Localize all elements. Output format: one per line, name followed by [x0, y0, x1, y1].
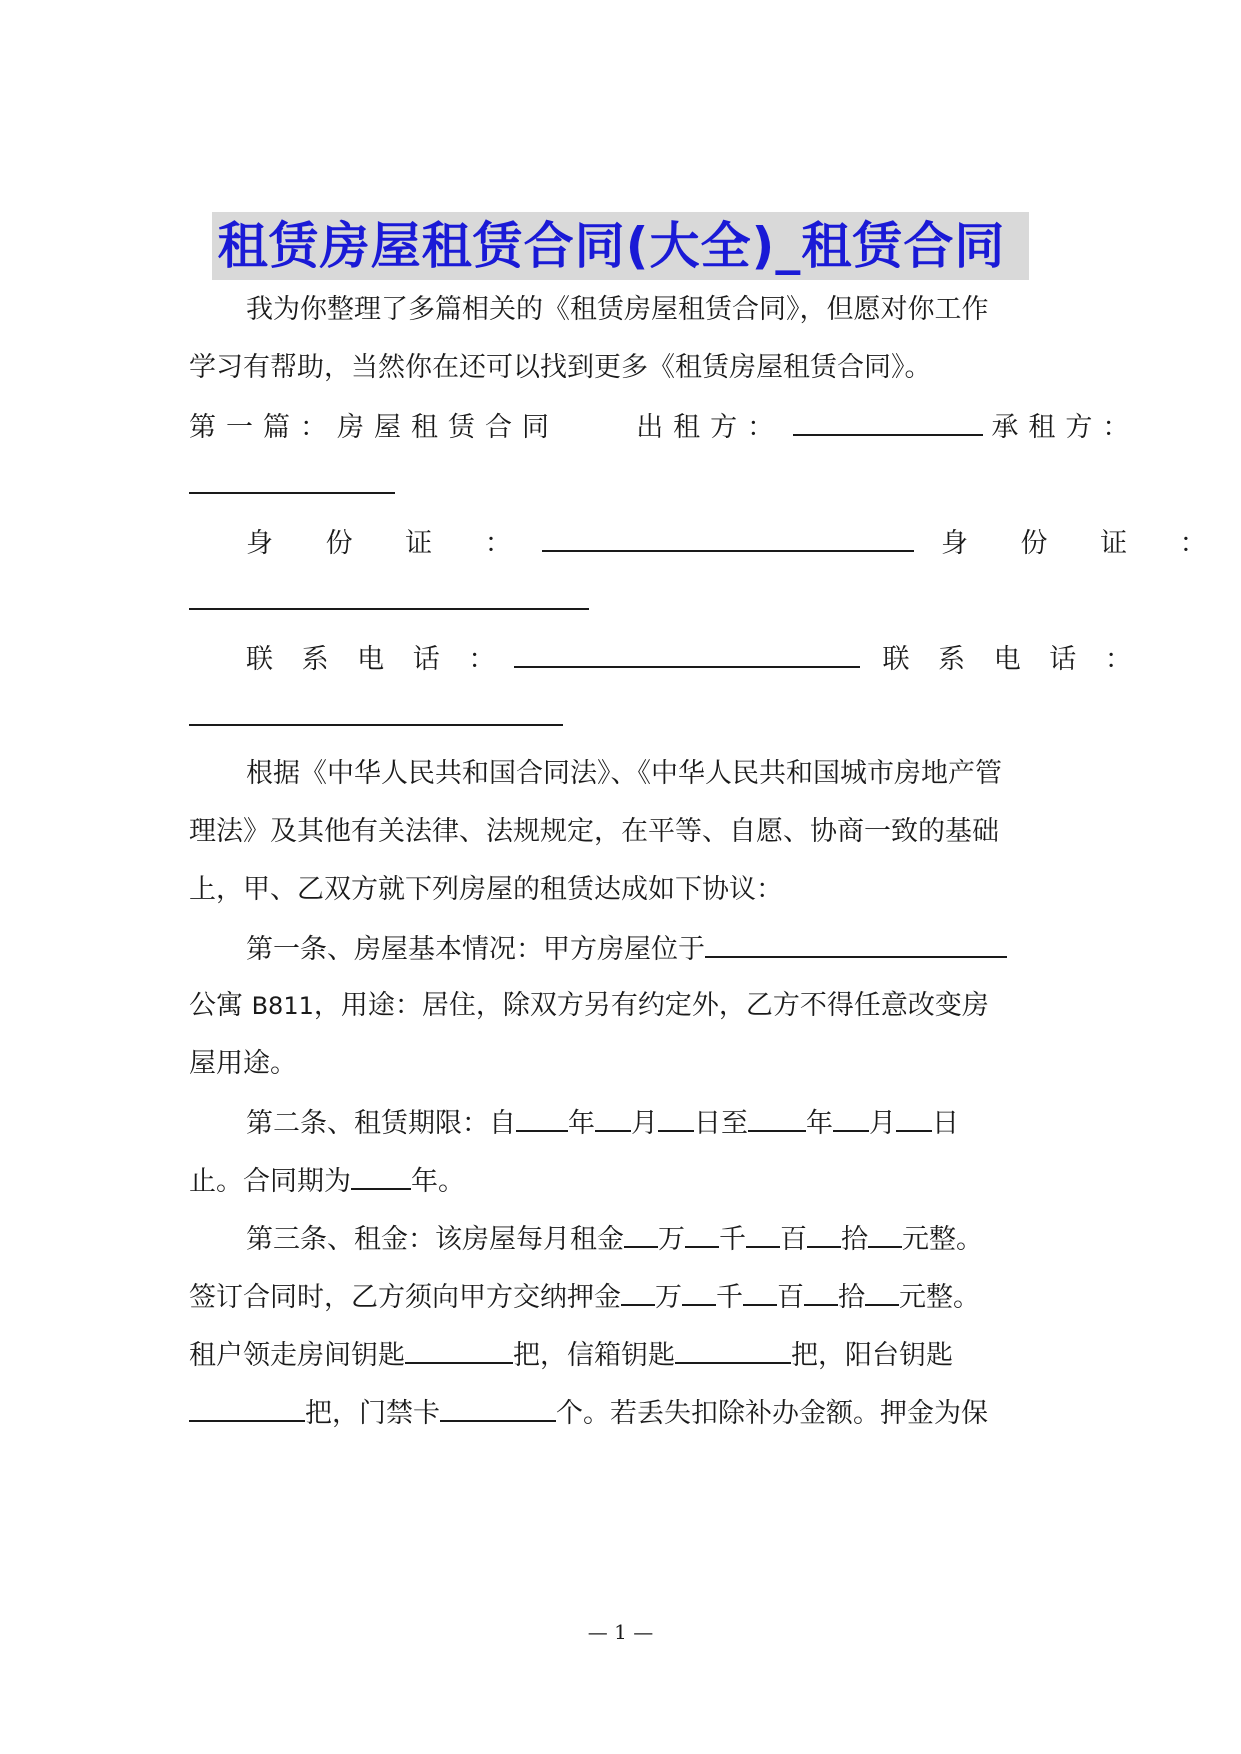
term-text: 止。合同期为 — [189, 1166, 351, 1197]
chapter-heading: 第一篇：房屋租赁合同 — [189, 412, 559, 443]
start-month-blank — [595, 1102, 631, 1132]
rent-yuan-blank — [868, 1218, 902, 1248]
lessee-phone-label: 联 系 电 话 ： — [882, 644, 1142, 675]
article2-text: 第二条、租赁期限：自 — [246, 1108, 516, 1139]
article3-line-2 — [189, 1276, 980, 1318]
lessee-phone-blank — [189, 696, 563, 726]
article3-line-1 — [246, 1218, 983, 1260]
deposit-shi-blank — [804, 1276, 838, 1306]
rent-wan-blank — [624, 1218, 658, 1248]
document-title: 租赁房屋租赁合同(大全)_租赁合同 — [212, 212, 1030, 280]
article2-line-2 — [189, 1160, 465, 1202]
month-label: 月 — [631, 1108, 658, 1139]
intro-line-1: 我为你整理了多篇相关的《租赁房屋租赁合同》，但愿对你工作 — [246, 294, 989, 325]
lessor-label: 出租方： — [636, 412, 785, 443]
end-day-blank — [896, 1102, 932, 1132]
apartment-label: 公寓 — [189, 990, 252, 1021]
term-years-blank — [351, 1160, 411, 1190]
deposit-yuan-blank — [865, 1276, 899, 1306]
balcony-keys-blank — [189, 1392, 305, 1422]
yuan-label: 元整。 — [902, 1224, 983, 1255]
article3-line-3 — [189, 1334, 953, 1376]
shi-label: 拾 — [838, 1282, 865, 1313]
deposit-note-text: 个。若丢失扣除补办金额。押金为保 — [556, 1398, 988, 1429]
lessor-id-blank — [542, 522, 914, 552]
day-label: 日 — [932, 1108, 959, 1139]
qian-label: 千 — [716, 1282, 743, 1313]
deposit-wan-blank — [621, 1276, 655, 1306]
lessor-phone-blank — [514, 638, 860, 668]
year-label: 年 — [806, 1108, 833, 1139]
article3-text: 第三条、租金：该房屋每月租金 — [246, 1224, 624, 1255]
day-to-label: 日至 — [694, 1108, 748, 1139]
month-label: 月 — [869, 1108, 896, 1139]
rent-bai-blank — [746, 1218, 780, 1248]
bai-label: 百 — [777, 1282, 804, 1313]
qian-label: 千 — [719, 1224, 746, 1255]
lessee-id-blank-line — [189, 580, 589, 622]
yuan-label: 元整。 — [899, 1282, 980, 1313]
wan-label: 万 — [655, 1282, 682, 1313]
room-keys-blank — [405, 1334, 513, 1364]
title-container — [0, 212, 1241, 280]
start-day-blank — [658, 1102, 694, 1132]
room-number: B811 — [251, 992, 314, 1020]
article3-line-4 — [189, 1392, 988, 1434]
basis-line-2: 理法》及其他有关法律、法规规定，在平等、自愿、协商一致的基础 — [189, 816, 999, 847]
end-month-blank — [833, 1102, 869, 1132]
bai-label: 百 — [780, 1224, 807, 1255]
deposit-bai-blank — [743, 1276, 777, 1306]
year-label: 年 — [568, 1108, 595, 1139]
lessor-id-label: 身 份 证 ： — [246, 528, 534, 559]
id-line — [246, 522, 1229, 564]
lessee-id-blank — [189, 580, 589, 610]
usage-text: ，用途：居住，除双方另有约定外，乙方不得任意改变房 — [313, 990, 989, 1021]
room-keys-text: 租户领走房间钥匙 — [189, 1340, 405, 1371]
access-card-blank — [440, 1392, 556, 1422]
phone-line — [246, 638, 1142, 680]
page-number: — 1 — — [587, 1620, 654, 1644]
parties-line — [189, 406, 1139, 448]
lessee-id-label: 身 份 证 ： — [940, 528, 1229, 559]
article1-line-2 — [189, 986, 989, 1026]
deposit-qian-blank — [682, 1276, 716, 1306]
lessee-phone-blank-line — [189, 696, 563, 738]
mailbox-keys-text: 把，信箱钥匙 — [513, 1340, 675, 1371]
intro-line-2: 学习有帮助，当然你在还可以找到更多《租赁房屋租赁合同》。 — [189, 352, 932, 383]
shi-label: 拾 — [841, 1224, 868, 1255]
basis-line-3: 上，甲、乙双方就下列房屋的租赁达成如下协议： — [189, 874, 783, 905]
article2-line-1 — [246, 1102, 959, 1144]
lessee-blank-line — [189, 464, 395, 506]
lessor-blank — [793, 406, 983, 436]
rent-shi-blank — [807, 1218, 841, 1248]
article1-line-1 — [246, 928, 1007, 970]
rent-qian-blank — [685, 1218, 719, 1248]
start-year-blank — [516, 1102, 568, 1132]
deposit-text: 签订合同时，乙方须向甲方交纳押金 — [189, 1282, 621, 1313]
lessor-phone-label: 联 系 电 话 ： — [246, 644, 506, 675]
wan-label: 万 — [658, 1224, 685, 1255]
end-year-blank — [748, 1102, 806, 1132]
term-years-label: 年。 — [411, 1166, 465, 1197]
mailbox-keys-blank — [675, 1334, 791, 1364]
article1-text: 第一条、房屋基本情况：甲方房屋位于 — [246, 934, 705, 965]
lessee-blank — [189, 464, 395, 494]
article1-line-3: 屋用途。 — [189, 1048, 297, 1079]
lessee-label: 承租方： — [991, 412, 1140, 443]
balcony-keys-text: 把，阳台钥匙 — [791, 1340, 953, 1371]
basis-line-1: 根据《中华人民共和国合同法》、《中华人民共和国城市房地产管 — [246, 758, 1002, 789]
access-card-text: 把，门禁卡 — [305, 1398, 440, 1429]
address-blank — [705, 928, 1007, 958]
